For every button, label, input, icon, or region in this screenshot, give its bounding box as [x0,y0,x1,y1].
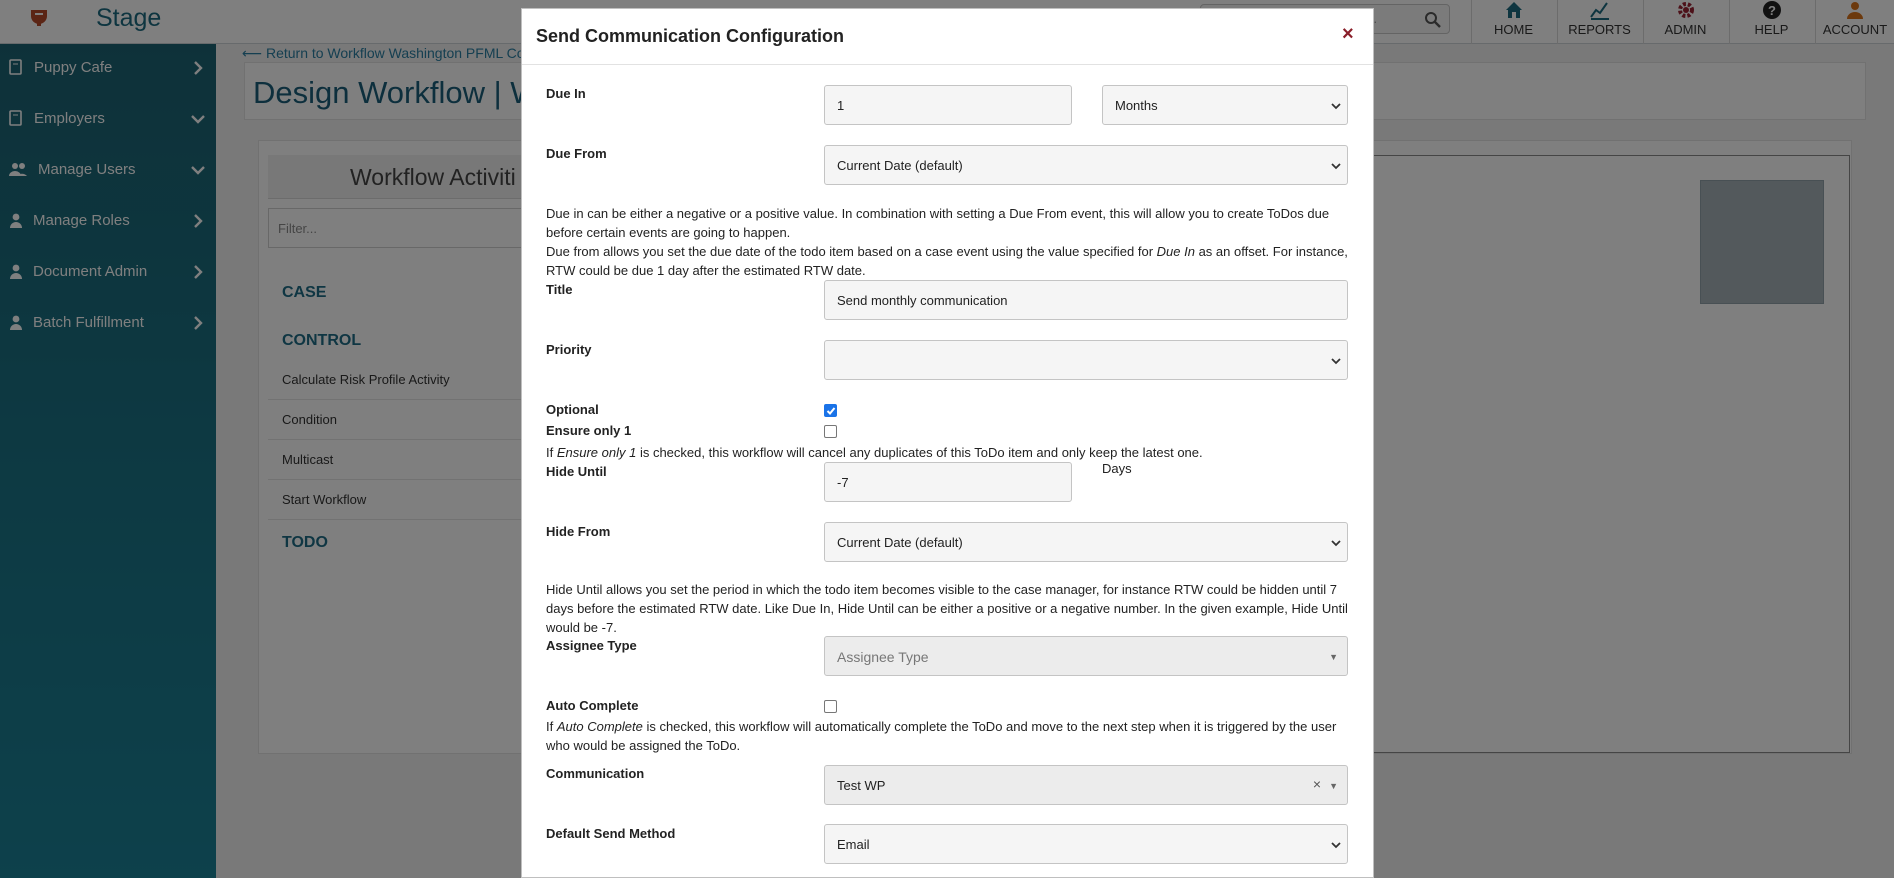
default-send-method-select[interactable] [824,824,1348,864]
assignee-type-label: Assignee Type [546,638,637,653]
auto-help-em: Auto Complete [556,719,643,734]
due-help-2b: as an offset. For instance, RTW could be due 1 day after the estimated RTW date. [546,244,1348,278]
due-help-2a: Due from allows you set the due date of the todo item based on a case event using the value specified for [546,244,1157,259]
title-input[interactable] [824,280,1348,320]
priority-select[interactable] [824,340,1348,380]
due-from-select[interactable] [824,145,1348,185]
ensure-help-text [546,443,1356,462]
auto-complete-label: Auto Complete [546,698,639,713]
due-in-input[interactable] [824,85,1072,125]
optional-label: Optional [546,402,599,417]
hide-from-value: Current Date (default) [837,535,963,550]
due-in-value: 1 [837,98,845,113]
chevron-down-icon [1331,356,1341,366]
caret-down-icon: ▼ [1329,652,1338,662]
due-in-label: Due In [546,86,586,101]
ensure-help-b: is checked, this workflow will cancel any duplicates of this ToDo item and only keep the latest one. [636,445,1203,460]
due-help-1: Due in can be either a negative or a positive value. In combination with setting a Due From event, this will allow you to create ToDos due before certain events are going to happen. [546,206,1330,240]
hide-until-value: -7 [837,475,849,490]
due-from-value: Current Date (default) [837,158,963,173]
chevron-down-icon [1331,538,1341,548]
caret-down-icon: ▼ [1329,781,1338,791]
priority-label: Priority [546,342,592,357]
default-send-method-value: Email [837,837,870,852]
hide-help-text: Hide Until allows you set the period in which the todo item becomes visible to the case manager, for instance RTW could be hidden until 7 days before the estimated RTW date. Like Due In, Hide Until can be either a positive or a negative number. In the given example, Hide Until would be -7. [546,582,1348,635]
modal-title: Send Communication Configuration [536,26,844,46]
due-in-unit-select[interactable] [1102,85,1348,125]
auto-help-a: If [546,719,557,734]
auto-help-b: is checked, this workflow will automatically complete the ToDo and move to the next step when it is triggered by the user who would be assigned the ToDo. [546,719,1337,753]
hide-until-label: Hide Until [546,464,607,479]
auto-complete-checkbox[interactable] [824,700,837,713]
due-from-label: Due From [546,146,607,161]
assignee-type-placeholder: Assignee Type [837,649,929,665]
optional-checkbox[interactable] [824,404,837,417]
send-communication-modal [521,8,1374,878]
due-help-text [546,204,1356,280]
hide-from-select[interactable] [824,522,1348,562]
check-icon [826,406,836,416]
ensure-only-1-checkbox[interactable] [824,425,837,438]
chevron-down-icon [1331,161,1341,171]
assignee-type-select[interactable] [824,636,1348,676]
ensure-help-a: If [546,445,557,460]
due-help-2-em: Due In [1156,244,1195,259]
close-button[interactable]: × [1342,23,1354,45]
chevron-down-icon [1331,840,1341,850]
title-value: Send monthly communication [837,293,1008,308]
auto-complete-help-text [546,717,1356,755]
communication-label: Communication [546,766,645,781]
communication-select[interactable] [824,765,1348,805]
ensure-only-1-label: Ensure only 1 [546,423,632,438]
clear-icon[interactable]: × [1312,776,1321,792]
hide-until-input[interactable] [824,462,1072,502]
default-send-method-label: Default Send Method [546,826,676,841]
title-label: Title [546,282,573,297]
communication-value: Test WP [837,778,886,793]
hide-until-unit: Days [1102,461,1132,476]
hide-from-label: Hide From [546,524,611,539]
chevron-down-icon [1331,101,1341,111]
ensure-help-em: Ensure only 1 [556,445,637,460]
modal-header [522,9,1374,65]
due-in-unit-value: Months [1115,98,1158,113]
